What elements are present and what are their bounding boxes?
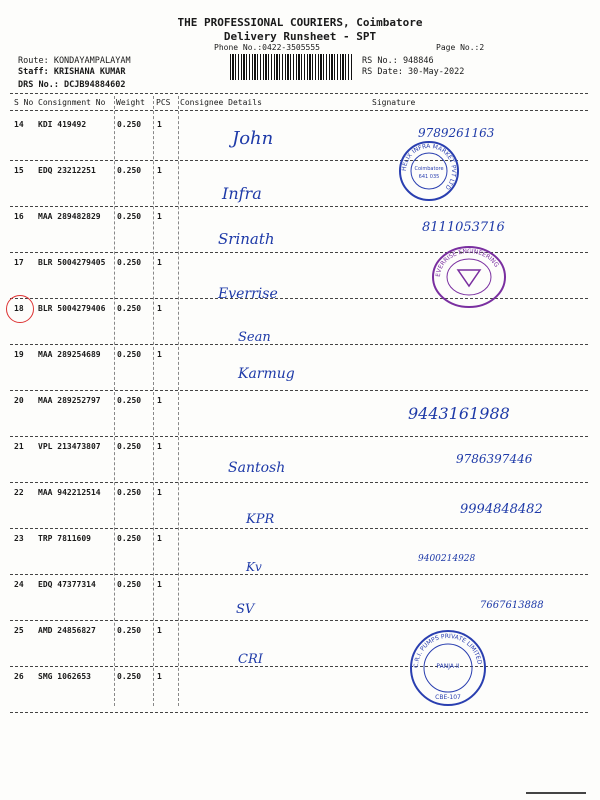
signature-handwriting: 9789261163 [418, 126, 495, 140]
serial-number: 15 [14, 166, 24, 175]
weight: 0.250 [117, 350, 142, 359]
pieces: 1 [157, 212, 162, 221]
row-divider [10, 574, 588, 575]
rs-number: RS No.: 948846 [362, 56, 434, 66]
signature-handwriting: 9400214928 [418, 554, 476, 564]
weight: 0.250 [117, 212, 142, 221]
pieces: 1 [157, 166, 162, 175]
consignment-number: BLR 5004279406 [38, 304, 106, 313]
svg-text:PANJA-II: PANJA-II [436, 663, 460, 670]
phone-number: Phone No.:0422-3505555 [214, 43, 320, 52]
table-row [0, 622, 600, 668]
serial-number: 18 [14, 304, 24, 313]
serial-number: 20 [14, 396, 24, 405]
row-divider [10, 206, 588, 207]
row-divider [10, 482, 588, 483]
route: Route: KONDAYAMPALAYAM [18, 56, 131, 66]
col-sno: S No [14, 98, 34, 107]
consignment-number: EDQ 47377314 [38, 580, 96, 589]
consignee-handwriting: Karmug [238, 366, 295, 382]
serial-number: 23 [14, 534, 24, 543]
table-row [0, 346, 600, 392]
serial-number: 24 [14, 580, 24, 589]
col-details: Consignee Details [180, 98, 262, 107]
col-pcs: PCS [156, 98, 171, 107]
handwritten-circle [6, 295, 34, 323]
row-divider [10, 252, 588, 253]
pieces: 1 [157, 120, 162, 129]
pieces: 1 [157, 442, 162, 451]
consignee-handwriting: Sean [238, 330, 271, 345]
weight: 0.250 [117, 396, 142, 405]
company-stamp [430, 244, 508, 310]
consignee-handwriting: CRI [238, 652, 263, 667]
company-stamp [398, 140, 460, 202]
consignee-handwriting: SV [236, 602, 255, 617]
pieces: 1 [157, 350, 162, 359]
signature-handwriting: 9443161988 [408, 404, 510, 423]
consignment-number: BLR 5004279405 [38, 258, 106, 267]
row-divider [10, 344, 588, 345]
table-row [0, 668, 600, 714]
pieces: 1 [157, 534, 162, 543]
drs-number: DRS No.: DCJB94884602 [18, 80, 126, 90]
page-number: Page No.:2 [436, 43, 485, 52]
col-weight: Weight [116, 98, 145, 107]
document-title: Delivery Runsheet - SPT [223, 30, 377, 43]
divider [10, 110, 588, 111]
consignment-number: VPL 213473807 [38, 442, 101, 451]
consignee-handwriting: KPR [246, 512, 275, 527]
row-divider [10, 666, 588, 667]
consignee-handwriting: Everrise [218, 286, 278, 302]
table-row [0, 576, 600, 622]
weight: 0.250 [117, 258, 142, 267]
serial-number: 26 [14, 672, 24, 681]
table-row [0, 484, 600, 530]
table-row [0, 116, 600, 162]
signature-handwriting: 7667613888 [480, 600, 544, 611]
signature-handwriting: 9994848482 [460, 502, 543, 517]
pieces: 1 [157, 672, 162, 681]
svg-text:641 035: 641 035 [418, 174, 440, 180]
serial-number: 16 [14, 212, 24, 221]
company-stamp [408, 628, 488, 708]
table-row [0, 300, 600, 346]
signature-handwriting: 8111053716 [422, 220, 505, 235]
consignment-number: EDQ 23212251 [38, 166, 96, 175]
serial-number: 14 [14, 120, 24, 129]
table-row [0, 438, 600, 484]
weight: 0.250 [117, 442, 142, 451]
col-consignment: Consignment No [38, 98, 106, 107]
consignee-handwriting: Infra [222, 184, 262, 203]
weight: 0.250 [117, 120, 142, 129]
weight: 0.250 [117, 580, 142, 589]
table-row [0, 254, 600, 300]
serial-number: 21 [14, 442, 24, 451]
divider [10, 93, 588, 94]
table-row [0, 208, 600, 254]
pieces: 1 [157, 626, 162, 635]
consignment-number: SMG 1062653 [38, 672, 91, 681]
serial-number: 17 [14, 258, 24, 267]
svg-text:Coimbatore: Coimbatore [414, 166, 444, 172]
row-divider [10, 160, 588, 161]
pieces: 1 [157, 580, 162, 589]
row-divider [10, 390, 588, 391]
col-signature: Signature [372, 98, 416, 107]
pieces: 1 [157, 488, 162, 497]
consignment-number: MAA 289482829 [38, 212, 101, 221]
weight: 0.250 [117, 488, 142, 497]
signature-handwriting: 9786397446 [456, 452, 533, 466]
svg-text:CBE-107: CBE-107 [435, 694, 461, 701]
svg-text:HELIX INFRA MARKET PVT LTD: HELIX INFRA MARKET PVT LTD [400, 142, 458, 191]
weight: 0.250 [117, 534, 142, 543]
pieces: 1 [157, 304, 162, 313]
consignment-number: MAA 289254689 [38, 350, 101, 359]
serial-number: 19 [14, 350, 24, 359]
weight: 0.250 [117, 304, 142, 313]
table-row [0, 530, 600, 576]
pieces: 1 [157, 258, 162, 267]
consignee-handwriting: Kv [246, 560, 262, 574]
consignment-number: MAA 942212514 [38, 488, 101, 497]
weight: 0.250 [117, 166, 142, 175]
row-divider [10, 712, 588, 713]
serial-number: 25 [14, 626, 24, 635]
rs-date: RS Date: 30-May-2022 [362, 67, 465, 77]
consignee-handwriting: Santosh [228, 460, 286, 476]
consignee-handwriting: Srinath [218, 230, 275, 248]
consignment-number: TRP 7811609 [38, 534, 91, 543]
serial-number: 22 [14, 488, 24, 497]
weight: 0.250 [117, 672, 142, 681]
consignee-handwriting: John [232, 128, 274, 149]
barcode [230, 54, 352, 80]
svg-text:C.R.I. PUMPS PRIVATE LIMITED: C.R.I. PUMPS PRIVATE LIMITED [412, 632, 483, 669]
row-divider [10, 620, 588, 621]
consignment-number: AMD 24856827 [38, 626, 96, 635]
weight: 0.250 [117, 626, 142, 635]
table-row [0, 162, 600, 208]
svg-text:EVERRISE ENGINEERING: EVERRISE ENGINEERING [434, 247, 500, 278]
consignment-number: MAA 289252797 [38, 396, 101, 405]
scribble [526, 784, 586, 794]
company-name: THE PROFESSIONAL COURIERS, Coimbatore [177, 16, 423, 29]
staff: Staff: KRISHANA KUMAR [18, 67, 126, 77]
row-divider [10, 298, 588, 299]
row-divider [10, 436, 588, 437]
table-row [0, 392, 600, 438]
pieces: 1 [157, 396, 162, 405]
consignment-number: KDI 419492 [38, 120, 87, 129]
row-divider [10, 528, 588, 529]
